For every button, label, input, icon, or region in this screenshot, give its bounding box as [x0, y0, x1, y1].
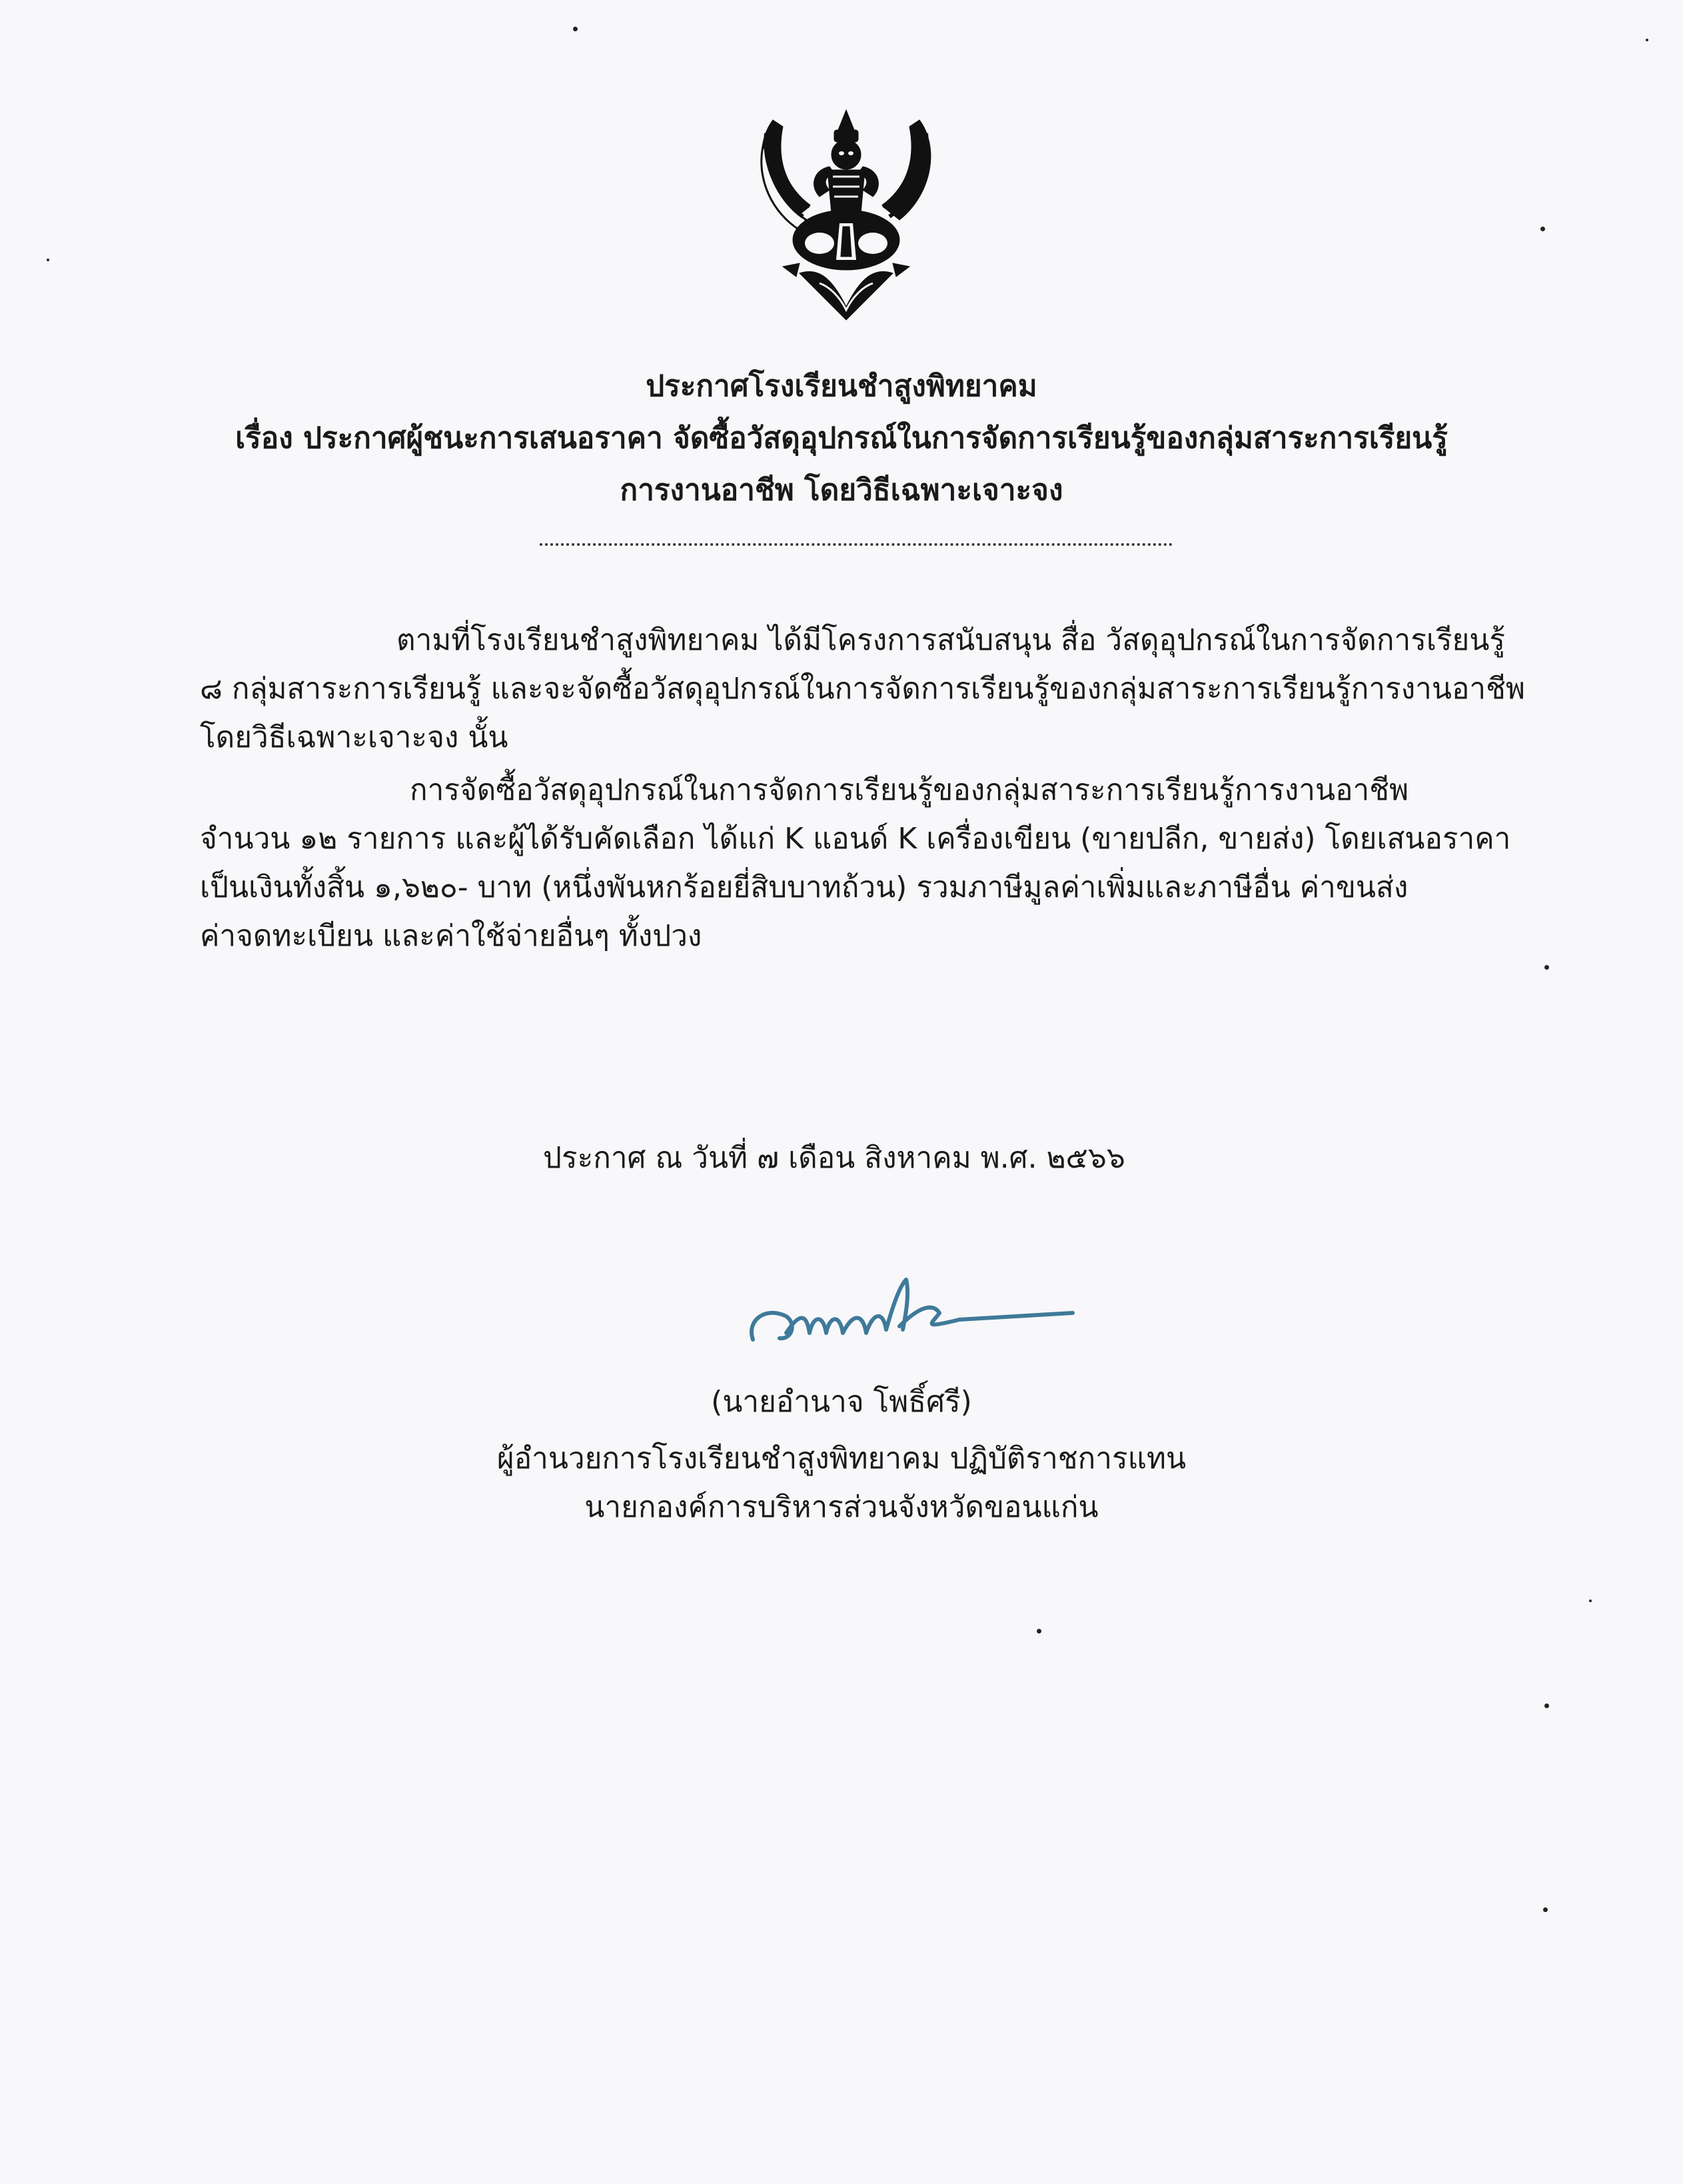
scan-speck	[1037, 1629, 1041, 1634]
announcement-date: ประกาศ ณ วันที่ ๗ เดือน สิงหาคม พ.ศ. ๒๕๖๖	[543, 1141, 1125, 1175]
signatory-name: (นายอำนาจ โพธิ์ศรี)	[711, 1385, 972, 1419]
subject-line: เรื่อง ประกาศผู้ชนะการเสนอราคา จัดซื้อวัสดุอุปกรณ์ในการจัดการเรียนรู้ของกลุ่มสาระการเรียนรู้	[235, 421, 1448, 455]
paragraph-2-line-2: จำนวน ๑๒ รายการ และผู้ได้รับคัดเลือก ได้แก่ K แอนด์ K เครื่องเขียน (ขายปลีก, ขายส่ง) โดยเสนอราคา	[200, 822, 1511, 856]
handwritten-signature	[740, 1266, 1086, 1366]
paragraph-2-line-1: การจัดซื้อวัสดุอุปกรณ์ในการจัดการเรียนรู้ของกลุ่มสาระการเรียนรู้การงานอาชีพ	[410, 773, 1409, 807]
paragraph-1-line-3: โดยวิธีเฉพาะเจาะจง นั้น	[200, 720, 508, 754]
paragraph-1-line-1: ตามที่โรงเรียนชำสูงพิทยาคม ได้มีโครงการสนับสนุน สื่อ วัสดุอุปกรณ์ในการจัดการเรียนรู้	[396, 623, 1506, 657]
scan-speck	[47, 259, 49, 261]
signatory-position: ผู้อำนวยการโรงเรียนชำสูงพิทยาคม ปฏิบัติราชการแทน	[496, 1442, 1187, 1476]
scan-speck	[1540, 227, 1545, 231]
paragraph-2-line-3: เป็นเงินทั้งสิ้น ๑,๖๒๐- บาท (หนึ่งพันหกร้อยยี่สิบบาทถ้วน) รวมภาษีมูลค่าเพิ่มและภาษีอื่น ค่าขนส่ง	[200, 870, 1408, 904]
signatory-position-continued: นายกองค์การบริหารส่วนจังหวัดขอนแก่น	[584, 1490, 1099, 1524]
subject-line-continued: การงานอาชีพ โดยวิธีเฉพาะเจาะจง	[620, 473, 1063, 507]
scan-speck	[1544, 965, 1549, 970]
paragraph-2-line-4: ค่าจดทะเบียน และค่าใช้จ่ายอื่นๆ ทั้งปวง	[200, 919, 702, 953]
scan-speck	[1646, 39, 1648, 41]
scan-speck	[573, 27, 578, 31]
scan-speck	[1544, 1703, 1549, 1708]
garuda-emblem-icon	[746, 107, 946, 327]
dotted-divider	[540, 543, 1173, 546]
announcement-title: ประกาศโรงเรียนชำสูงพิทยาคม	[646, 369, 1037, 403]
paragraph-1-line-2: ๘ กลุ่มสาระการเรียนรู้ และจะจัดซื้อวัสดุอุปกรณ์ในการจัดการเรียนรู้ของกลุ่มสาระการเรียนรู้การงานอาชีพ	[200, 672, 1525, 706]
scan-speck	[1543, 1907, 1548, 1912]
scan-speck	[1589, 1600, 1592, 1602]
